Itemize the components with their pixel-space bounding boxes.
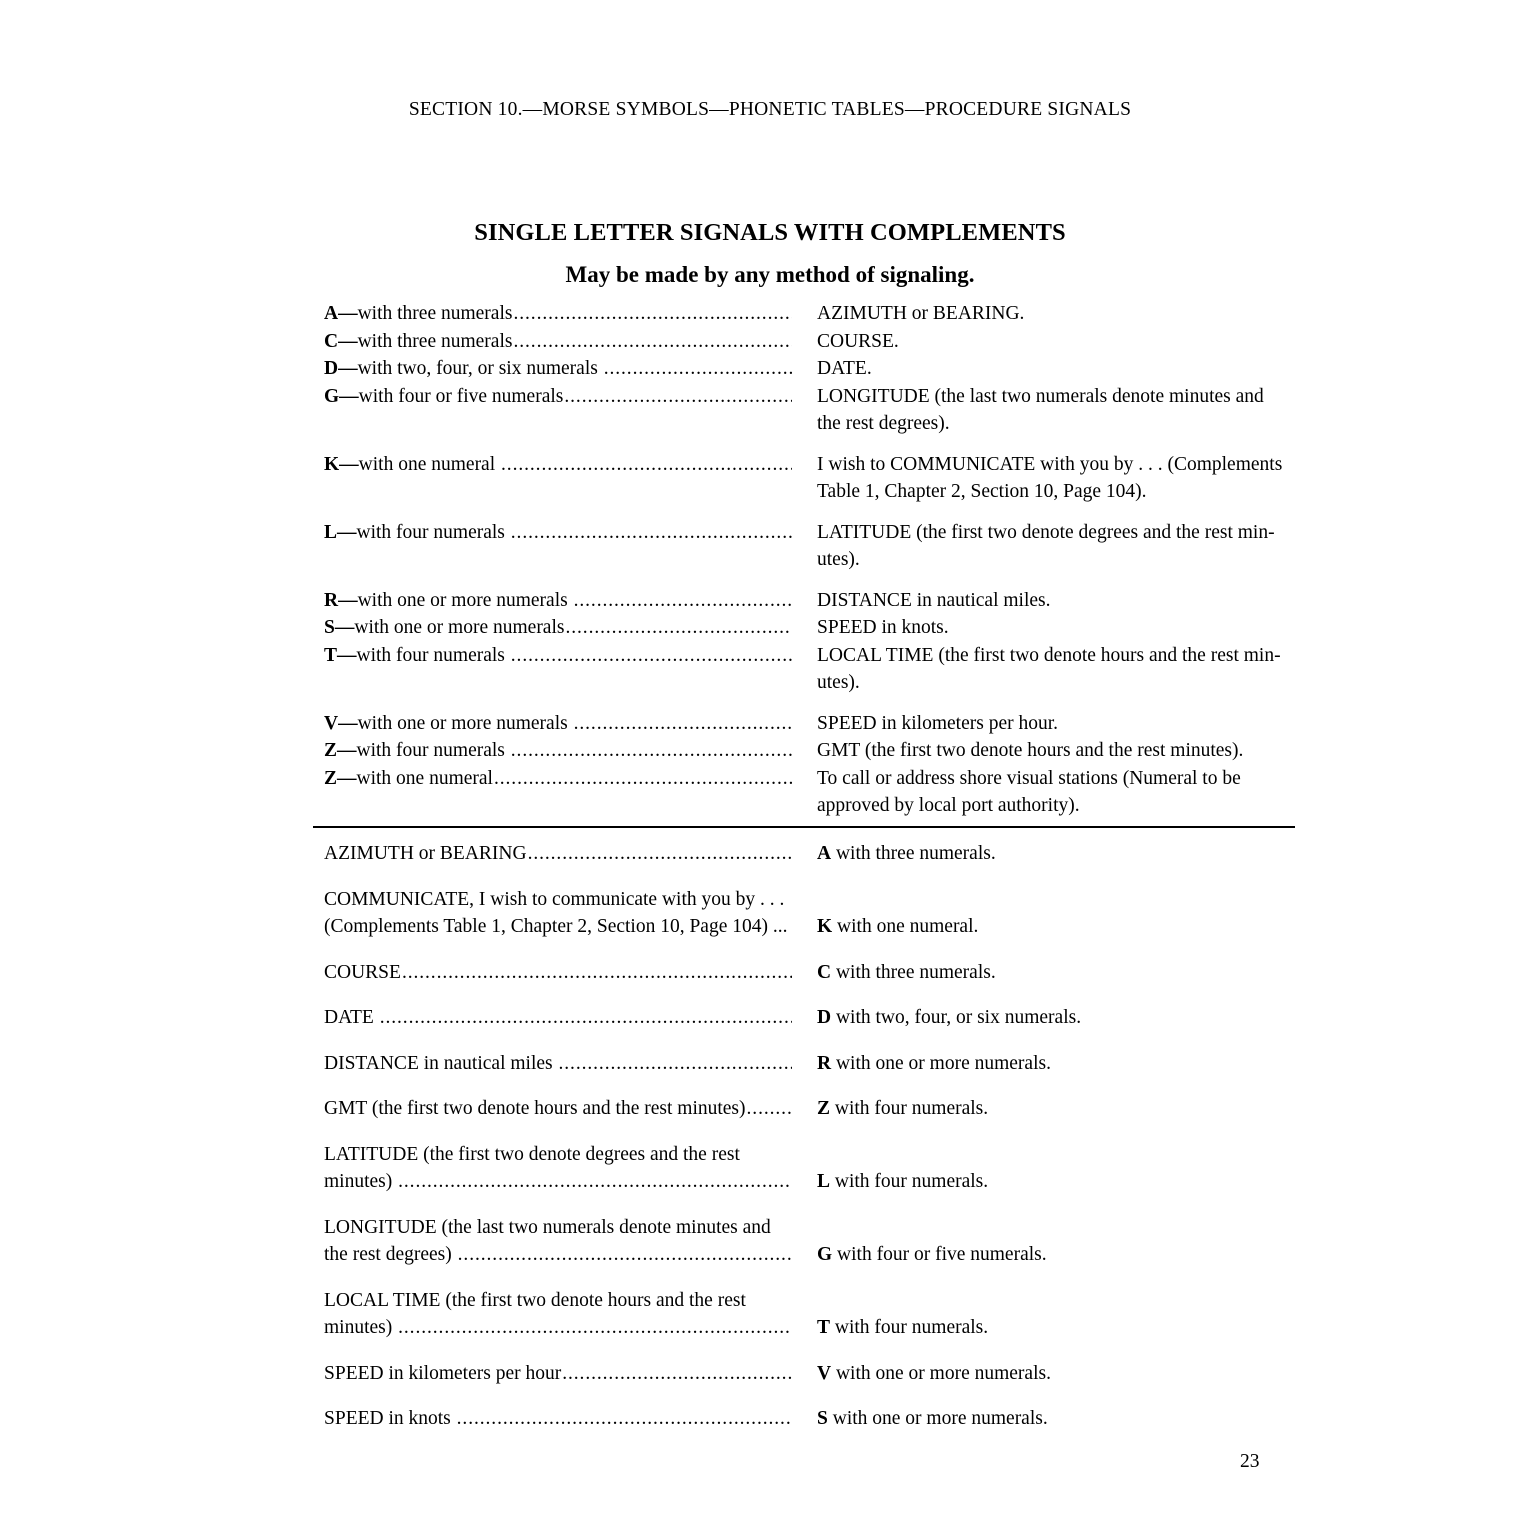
signal-cell	[792, 1095, 1299, 1123]
signal-label: A with three numerals.	[817, 843, 996, 864]
meaning-cell	[792, 765, 1299, 820]
signal-cell	[792, 1214, 1299, 1269]
meaning-cell	[792, 737, 1299, 765]
table-row	[324, 710, 1299, 738]
signal-label: Z—with one numeral	[324, 767, 493, 789]
page-number: 23	[1240, 1451, 1260, 1472]
signal-cell	[324, 765, 792, 793]
signal-label: K with one numeral.	[817, 916, 979, 937]
signal-cell	[324, 451, 792, 479]
signal-label: G—with four or five numerals	[324, 385, 564, 407]
table-row	[324, 959, 1299, 987]
leader-dots	[398, 1314, 792, 1342]
signal-letter: L—	[324, 521, 357, 543]
meaning-cell	[792, 519, 1299, 574]
meaning-line: DATE	[324, 1007, 379, 1028]
signal-label: R with one or more numerals.	[817, 1052, 1051, 1074]
signal-label: Z with four numerals.	[817, 1098, 989, 1119]
meaning-line: SPEED in knots	[324, 1408, 456, 1429]
signal-letter: S—	[324, 617, 355, 638]
meaning-cell	[324, 840, 792, 868]
signal-label: T with four numerals.	[817, 1317, 989, 1338]
meaning-line: LONGITUDE (the last two numerals denote minutes and	[324, 1216, 771, 1238]
signal-letter: A	[817, 843, 832, 864]
signal-cell	[324, 614, 792, 642]
signal-letter: G—	[324, 385, 359, 407]
meaning-cell	[324, 1004, 792, 1032]
table-row	[324, 642, 1299, 697]
signal-cell	[324, 328, 792, 356]
meaning-cell	[792, 614, 1299, 642]
signal-letter: R	[817, 1052, 832, 1074]
meaning-line: SPEED in kilometers per hour	[324, 1362, 562, 1384]
signal-letter: S	[817, 1408, 828, 1429]
meaning-cell	[324, 1050, 792, 1078]
signal-label: Z—with four numerals	[324, 740, 510, 761]
table-row	[324, 1214, 1299, 1269]
table-row	[324, 300, 1299, 328]
signal-cell	[324, 587, 792, 615]
signal-label: S with one or more numerals.	[817, 1408, 1048, 1429]
meaning-line: LOCAL TIME (the first two denote hours and the rest min-	[817, 644, 1281, 666]
signal-letter: C—	[324, 330, 358, 352]
signal-label: S—with one or more numerals	[324, 617, 565, 638]
signal-label: G with four or five numerals.	[817, 1244, 1047, 1265]
signal-cell	[792, 1050, 1299, 1078]
meaning-cell	[792, 383, 1299, 438]
table-row	[324, 840, 1299, 868]
signal-cell	[792, 1287, 1299, 1342]
signal-letter: D—	[324, 358, 358, 379]
meaning-cell	[324, 1141, 792, 1196]
table-row	[324, 519, 1299, 574]
signal-cell	[792, 1004, 1299, 1032]
meaning-line: AZIMUTH or BEARING	[324, 843, 527, 864]
signal-label: A—with three numerals	[324, 303, 513, 324]
leader-dots	[574, 710, 792, 738]
meaning-cell	[792, 587, 1299, 615]
table-row	[324, 1050, 1299, 1078]
leader-dots	[398, 1168, 792, 1196]
meaning-line: the rest degrees)	[324, 1244, 457, 1265]
signal-label: V with one or more numerals.	[817, 1362, 1051, 1384]
leader-dots	[565, 614, 792, 642]
leader-dots	[574, 587, 792, 615]
signal-letter: V—	[324, 712, 358, 734]
meaning-line: COMMUNICATE, I wish to communicate with you by . . .	[324, 888, 785, 910]
leader-dots	[562, 1360, 792, 1388]
signal-label: C—with three numerals	[324, 330, 513, 352]
table-row	[324, 355, 1299, 383]
meaning-cell	[792, 451, 1299, 506]
meaning-line: minutes)	[324, 1317, 398, 1338]
signal-cell	[792, 1141, 1299, 1196]
leader-dots	[457, 1405, 792, 1433]
signal-letter: T	[817, 1317, 831, 1338]
meaning-line: LONGITUDE (the last two numerals denote minutes and	[817, 385, 1264, 407]
meaning-line: AZIMUTH or BEARING.	[817, 303, 1025, 324]
signal-cell	[324, 710, 792, 738]
table-row	[324, 886, 1299, 941]
signal-letter: Z—	[324, 740, 357, 761]
signal-cell	[324, 383, 792, 411]
signal-cell	[792, 1405, 1299, 1433]
signal-label: V—with one or more numerals	[324, 712, 573, 734]
leader-dots	[402, 959, 792, 987]
table-row	[324, 1287, 1299, 1342]
meaning-line: I wish to COMMUNICATE with you by . . . (Complements	[817, 453, 1283, 475]
table-row	[324, 1141, 1299, 1196]
leader-dots	[380, 1004, 792, 1032]
signal-label: T—with four numerals	[324, 644, 510, 666]
signal-letter: T—	[324, 644, 357, 666]
meaning-line: DATE.	[817, 358, 872, 379]
meaning-line: (Complements Table 1, Chapter 2, Section 10, Page 104) ...	[324, 916, 788, 937]
leader-dots	[501, 451, 792, 479]
table-row	[324, 328, 1299, 356]
meaning-line: GMT (the first two denote hours and the rest minutes)	[324, 1098, 746, 1119]
table-row	[324, 1004, 1299, 1032]
signal-letter: Z—	[324, 767, 357, 789]
meaning-line: SPEED in knots.	[817, 617, 949, 638]
signal-label: D—with two, four, or six numerals	[324, 358, 603, 379]
signal-cell	[792, 959, 1299, 987]
leader-dots	[559, 1050, 793, 1078]
meaning-line: approved by local port authority).	[817, 795, 1080, 816]
signal-label: K—with one numeral	[324, 453, 501, 475]
signal-cell	[792, 840, 1299, 868]
leader-dots	[564, 383, 792, 411]
meaning-line: COURSE.	[817, 330, 899, 352]
signal-cell	[792, 886, 1299, 941]
leader-dots	[511, 519, 792, 547]
signal-label: D with two, four, or six numerals.	[817, 1007, 1082, 1028]
signal-letter: R—	[324, 589, 358, 611]
signal-cell	[324, 642, 792, 670]
meaning-cell	[792, 355, 1299, 383]
signal-letter: D	[817, 1007, 832, 1028]
leader-dots	[511, 737, 792, 765]
meaning-line: Table 1, Chapter 2, Section 10, Page 104).	[817, 481, 1147, 502]
table-row	[324, 383, 1299, 438]
signal-letter: C	[817, 961, 832, 983]
leader-dots	[458, 1241, 792, 1269]
signal-letter: V	[817, 1362, 832, 1384]
signal-letter: G	[817, 1244, 833, 1265]
meaning-cell	[324, 1405, 792, 1433]
meaning-line: To call or address shore visual stations (Numeral to be	[817, 767, 1241, 789]
meaning-cell	[792, 710, 1299, 738]
meaning-line: GMT (the first two denote hours and the rest minutes).	[817, 740, 1244, 761]
leader-dots	[513, 300, 792, 328]
meaning-line: LOCAL TIME (the first two denote hours and the rest	[324, 1289, 746, 1311]
meaning-cell	[792, 328, 1299, 356]
signal-cell	[792, 1360, 1299, 1388]
leader-dots	[511, 642, 792, 670]
signal-cell	[324, 355, 792, 383]
meaning-line: the rest degrees).	[817, 413, 950, 434]
meaning-line: utes).	[817, 549, 860, 570]
table-row	[324, 1095, 1299, 1123]
page-subtitle: May be made by any method of signaling.	[565, 262, 975, 288]
signal-label: L—with four numerals	[324, 521, 510, 543]
leader-dots	[528, 840, 792, 868]
signal-letter: A—	[324, 303, 358, 324]
meaning-line: minutes)	[324, 1171, 398, 1192]
leader-dots	[513, 328, 792, 356]
meaning-cell	[324, 1095, 792, 1123]
table-row	[324, 587, 1299, 615]
signal-letter: K—	[324, 453, 359, 475]
table-row	[324, 1360, 1299, 1388]
meaning-cell	[324, 1214, 792, 1269]
meaning-line: DISTANCE in nautical miles	[324, 1052, 558, 1074]
meaning-line: LATITUDE (the first two denote degrees and the rest	[324, 1143, 740, 1165]
meaning-line: SPEED in kilometers per hour.	[817, 712, 1059, 734]
table-row	[324, 765, 1299, 820]
signal-letter: L	[817, 1171, 831, 1192]
meaning-line: LATITUDE (the first two denote degrees and the rest min-	[817, 521, 1275, 543]
signal-cell	[324, 737, 792, 765]
table-row	[324, 1405, 1299, 1433]
leader-dots	[747, 1095, 792, 1123]
meaning-cell	[792, 642, 1299, 697]
meanings-index-table	[324, 840, 1299, 1451]
meaning-cell	[324, 1287, 792, 1342]
single-letter-signals-table	[324, 300, 1299, 820]
meaning-cell	[324, 1360, 792, 1388]
meaning-line: utes).	[817, 672, 860, 693]
signal-letter: Z	[817, 1098, 831, 1119]
meaning-cell	[324, 959, 792, 987]
table-row	[324, 451, 1299, 506]
running-head: SECTION 10.—MORSE SYMBOLS—PHONETIC TABLES—PROCEDURE SIGNALS	[408, 99, 1132, 120]
section-divider	[313, 826, 1295, 828]
signal-cell	[324, 519, 792, 547]
signal-label: C with three numerals.	[817, 961, 996, 983]
meaning-cell	[324, 886, 792, 941]
table-row	[324, 614, 1299, 642]
meaning-line: COURSE	[324, 961, 401, 983]
table-row	[324, 737, 1299, 765]
meaning-cell	[792, 300, 1299, 328]
leader-dots	[604, 355, 792, 383]
signal-label: L with four numerals.	[817, 1171, 989, 1192]
page-title: SINGLE LETTER SIGNALS WITH COMPLEMENTS	[474, 219, 1066, 247]
signal-cell	[324, 300, 792, 328]
signal-letter: K	[817, 916, 833, 937]
meaning-line: DISTANCE in nautical miles.	[817, 589, 1051, 611]
signal-label: R—with one or more numerals	[324, 589, 573, 611]
leader-dots	[494, 765, 792, 793]
